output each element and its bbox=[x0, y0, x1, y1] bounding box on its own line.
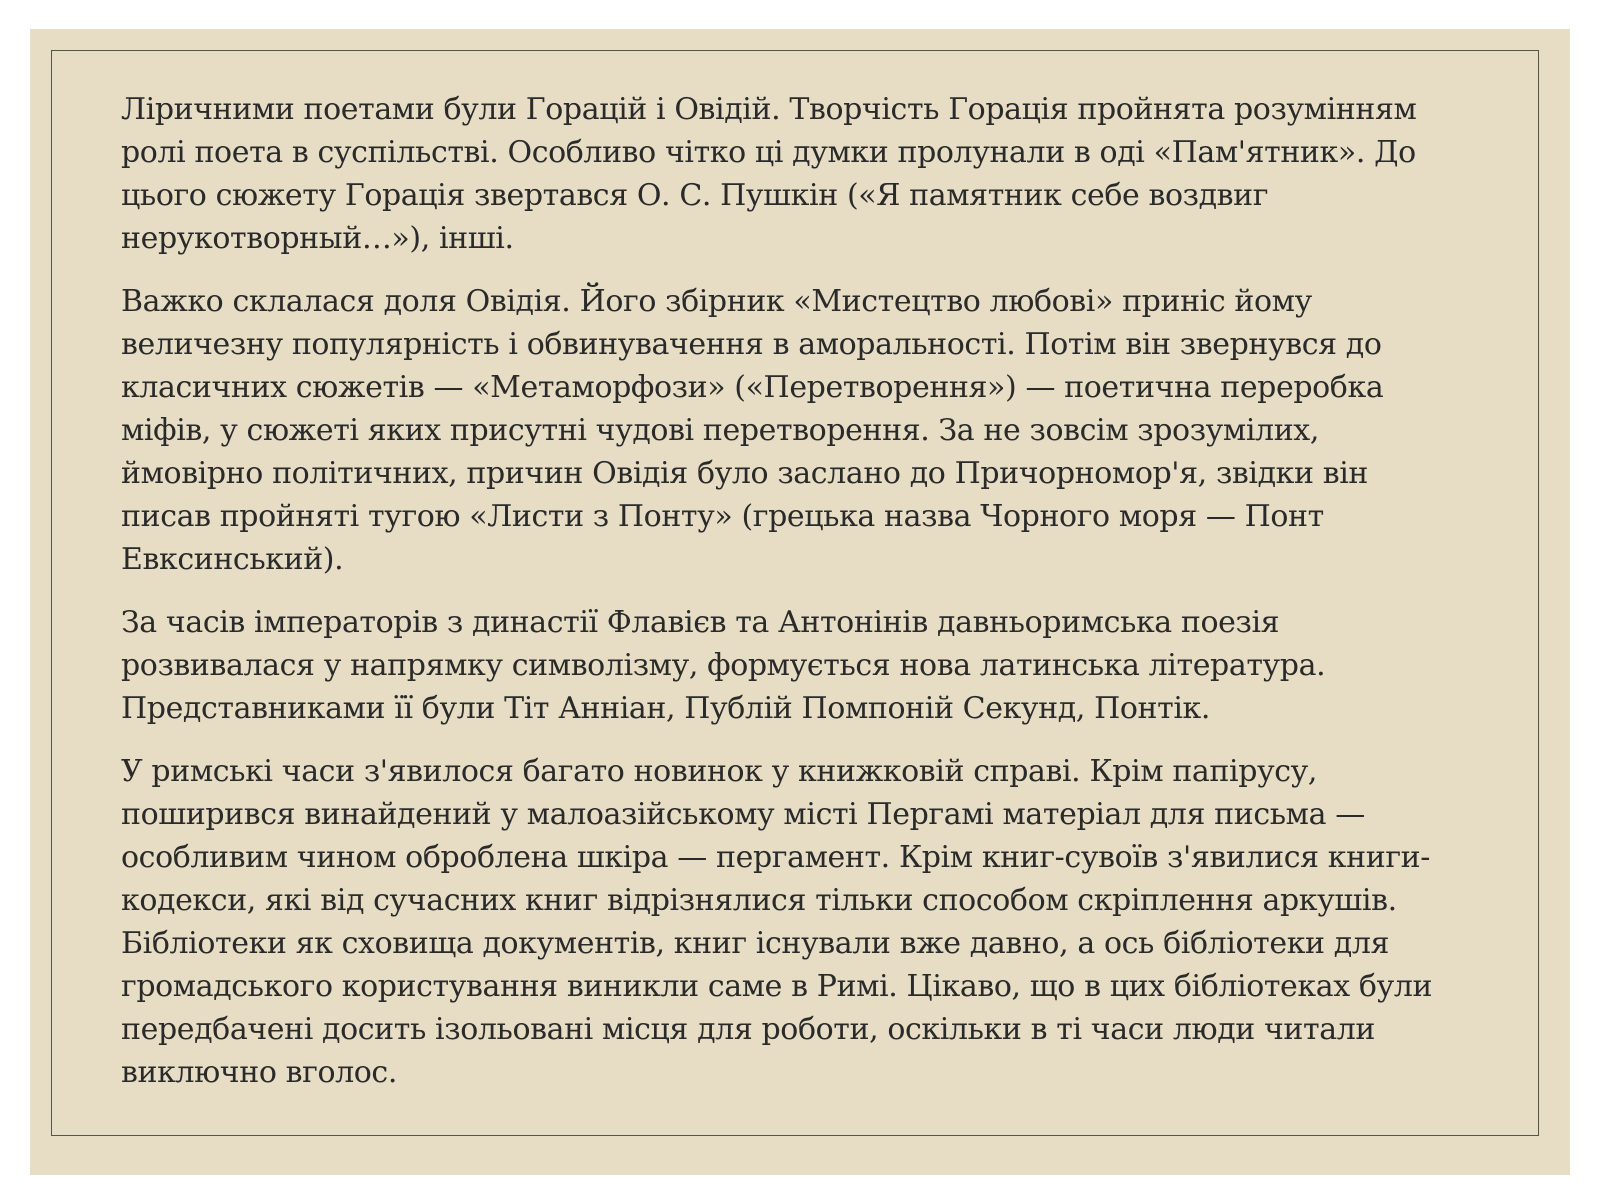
text-body bbox=[121, 88, 1451, 1114]
slide-background bbox=[30, 29, 1570, 1175]
paragraph-book-production: У римські часи з'явилося багато новинок у книжковій справі. Крім папірусу, поширився винайдений у малоазійському місті Пергамі матеріал для письма — особливим чином оброблена шкіра — пергамент. Крім книг-сувоїв з'явилися книги-кодекси, які від сучасних книг відрізнялися тільки способом скріплення аркушів. Бібліотеки як сховища документів, книг існували вже давно, а ось бібліотеки для громадського користування виникли саме в Римі. Цікаво, що в цих бібліотеках були передбачені досить ізольовані місця для роботи, оскільки в ті часи люди читали виключно вголос. bbox=[121, 754, 1433, 1090]
paragraph-horace-ovid: Ліричними поетами були Горацій і Овідій. Творчість Горація пройнята розумінням ролі поета в суспільстві. Особливо чітко ці думки пролунали в оді «Пам'ятник». До цього сюжету Горація звертався О. С. Пушкін («Я памятник себе воздвиг нерукотворный…»), інші. bbox=[121, 92, 1417, 256]
paragraph-flavian-antonine-poetry: За часів імператорів з династії Флавієв та Антонінів давньоримська поезія розвивалася у напрямку символізму, формується нова латинська література. Представниками її були Тіт Анніан, Публій Помпоній Секунд, Понтік. bbox=[121, 605, 1326, 726]
paragraph-ovid-fate: Важко склалася доля Овідія. Його збірник «Мистецтво любові» приніс йому величезну популярність і обвинувачення в аморальності. Потім він звернувся до класичних сюжетів — «Метаморфози» («Перетворення») — поетична переробка міфів, у сюжеті яких присутні чудові перетворення. За не зовсім зрозумілих, ймовірно політичних, причин Овідія було заслано до Причорномор'я, звідки він писав пройняті тугою «Листи з Понту» (грецька назва Чорного моря — Понт Евксинський). bbox=[121, 284, 1384, 577]
